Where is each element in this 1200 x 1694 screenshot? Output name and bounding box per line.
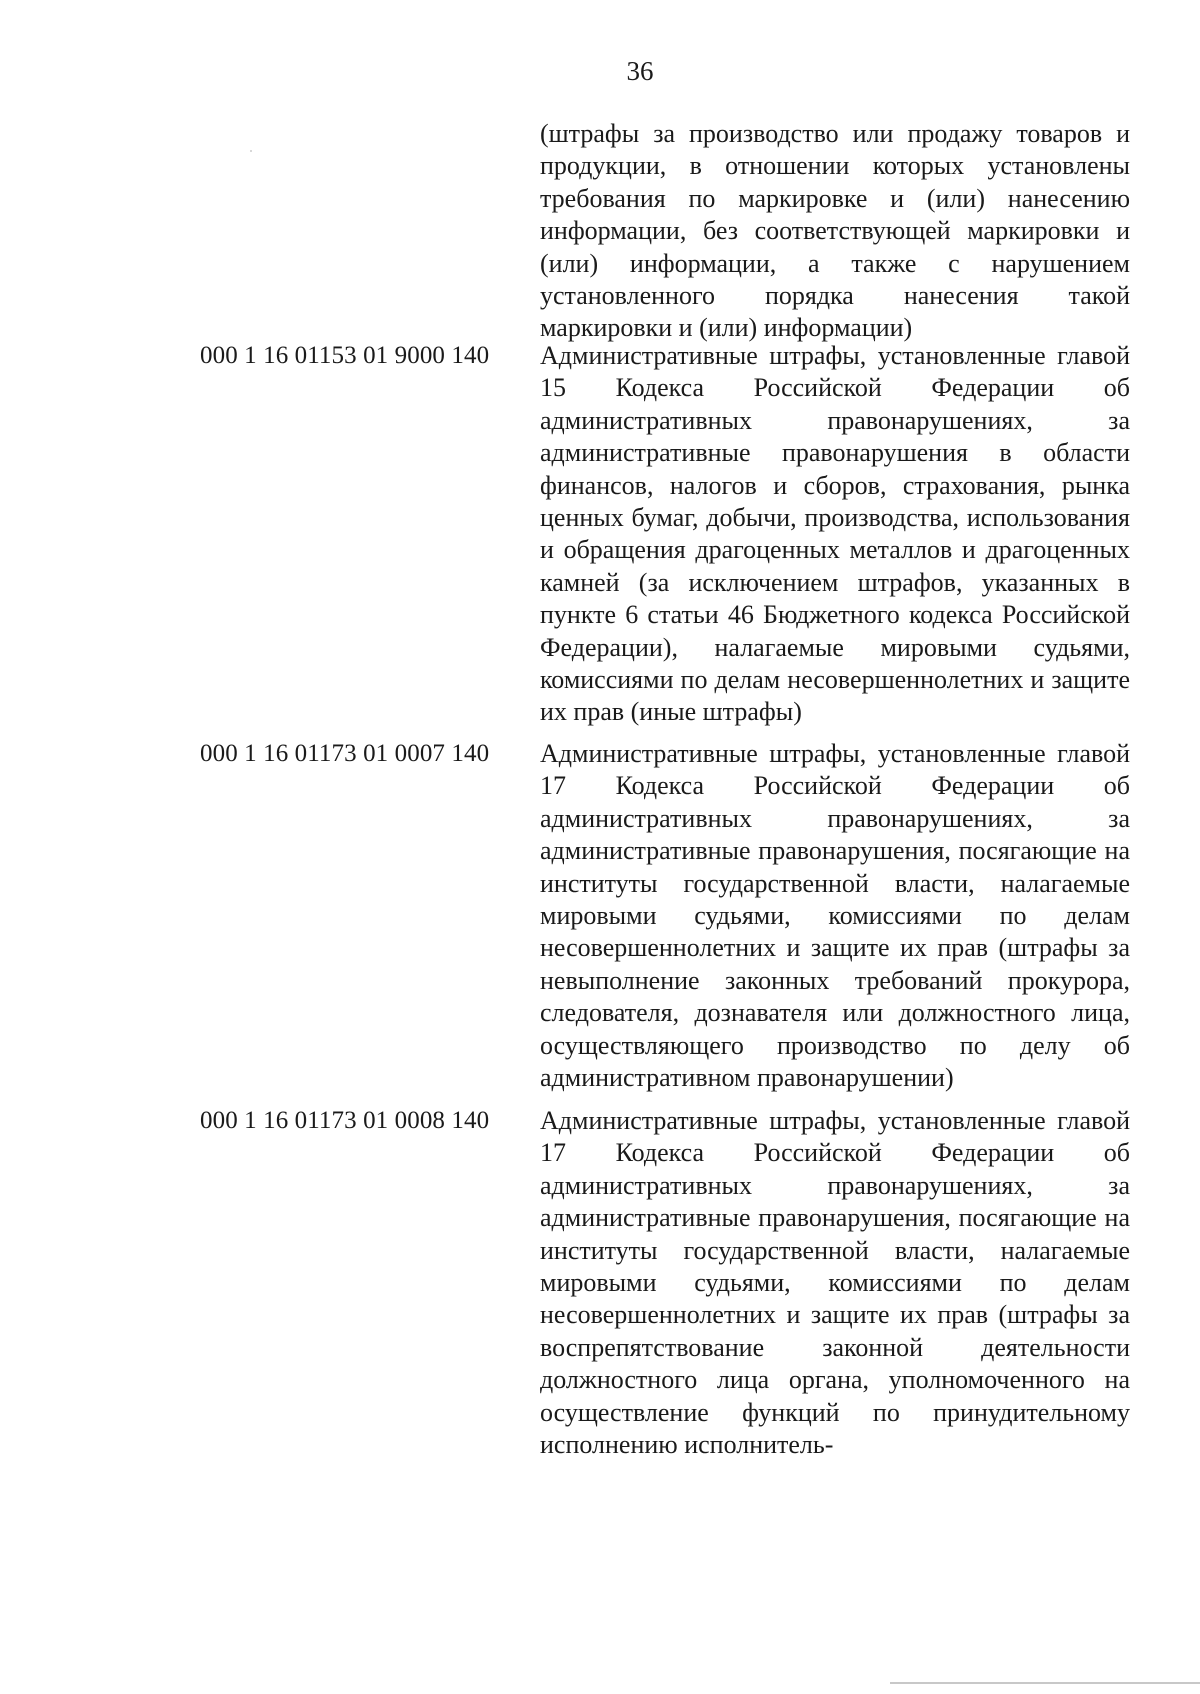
code-description: (штрафы за производство или продажу товаров и продукции, в отношении которых установлены требования по маркировке и (или) нанесению информации, без соответствующей маркировки и (или) информации, а также с нарушением установленного порядка нанесения такой маркировки и (или) информации): [540, 119, 1130, 343]
page-number: 36: [626, 56, 654, 86]
budget-code: 000 1 16 01173 01 0007 140: [200, 740, 490, 767]
code-description: Административные штрафы, установленные главой 17 Кодекса Российской Федерации об административных правонарушениях, за административные правонарушения, посягающие на институты государственной власти, налагаемые мировыми судьями, комиссиями по делам несовершеннолетних и защите их прав (штрафы за воспрепятствование законной деятельности должностного лица органа, уполномоченного на осуществление функций по принудительному исполнению исполнитель-: [540, 1106, 1130, 1460]
code-description: Административные штрафы, установленные главой 15 Кодекса Российской Федерации об административных правонарушениях, за административные правонарушения в области финансов, налогов и сборов, страхования, рынка ценных бумаг, добычи, производства, использования и обращения драгоценных металлов и драгоценных камней (за исключением штрафов, указанных в пункте 6 статьи 46 Бюджетного кодекса Российской Федерации), налагаемые мировыми судьями, комиссиями по делам несовершеннолетних и защите их прав (иные штрафы): [540, 341, 1130, 727]
scan-edge-line: [890, 1682, 1200, 1684]
budget-code: 000 1 16 01153 01 9000 140: [200, 342, 490, 369]
scan-artifact: [250, 150, 252, 152]
budget-code: 000 1 16 01173 01 0008 140: [200, 1107, 490, 1134]
code-description: Административные штрафы, установленные главой 17 Кодекса Российской Федерации об административных правонарушениях, за административные правонарушения, посягающие на институты государственной власти, налагаемые мировыми судьями, комиссиями по делам несовершеннолетних и защите их прав (штрафы за невыполнение законных требований прокурора, следователя, дознавателя или должностного лица, осуществляющего производство по делу об административном правонарушении): [540, 739, 1130, 1093]
